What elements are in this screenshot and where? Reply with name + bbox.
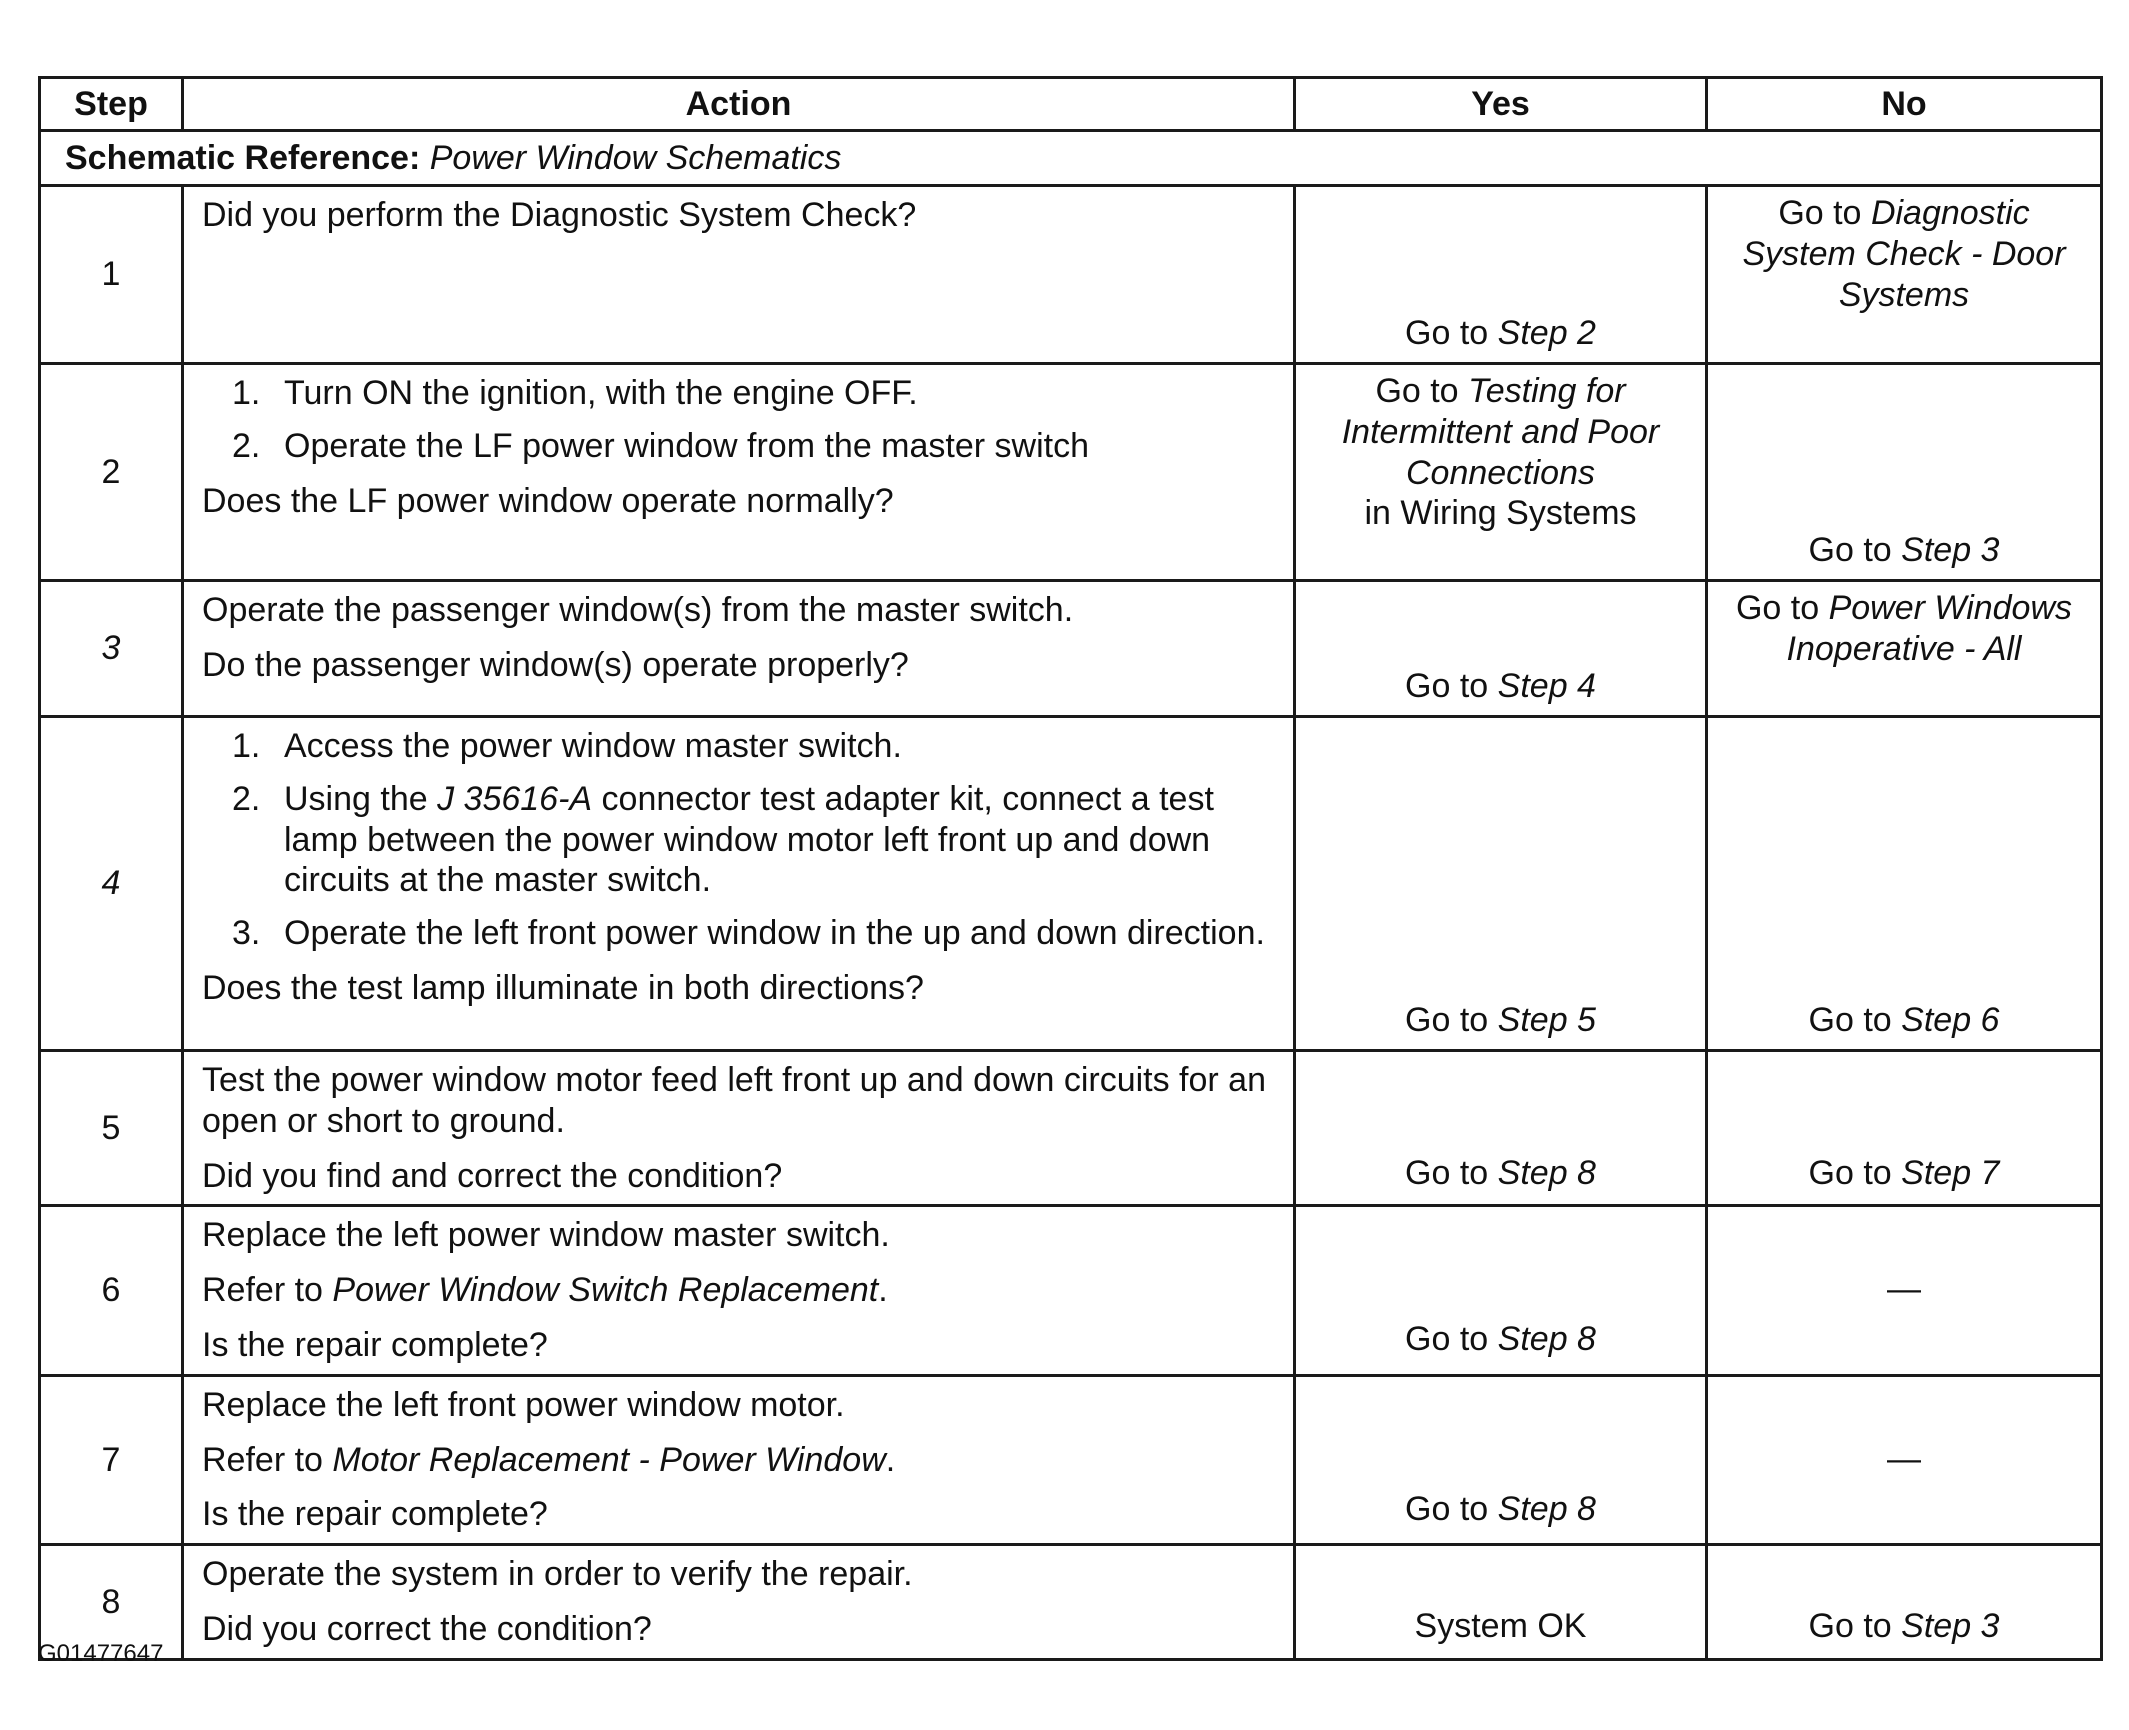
yes-cell: [1295, 717, 1707, 1051]
yes-prefix: Go to: [1375, 372, 1459, 410]
yes-cell: [1295, 186, 1707, 364]
no-answer-dash: —: [1887, 1270, 1921, 1309]
yes-answer[interactable]: [1306, 371, 1695, 534]
list-item: 1. Access the power window master switch.: [232, 727, 902, 765]
step-number: 8: [40, 1545, 183, 1660]
header-row: [40, 78, 2102, 131]
table-row: [40, 1375, 2102, 1544]
table-row: [40, 1206, 2102, 1375]
no-answer-dash: —: [1887, 1439, 1921, 1478]
yes-cell: [1295, 1545, 1707, 1660]
yes-cell: [1295, 364, 1707, 581]
action-cell: [183, 1206, 1295, 1375]
action-cell: [183, 186, 1295, 364]
schematic-reference-row: [40, 131, 2102, 186]
no-cell: [1707, 1545, 2102, 1660]
table-row: [40, 1051, 2102, 1206]
action-question: Does the LF power window operate normally?: [202, 481, 894, 520]
refer-prefix: Refer to: [202, 1440, 323, 1479]
step-number: 5: [40, 1051, 183, 1206]
no-prefix: Go to: [1778, 194, 1862, 232]
table-row: [40, 581, 2102, 717]
refer-suffix: .: [878, 1271, 888, 1310]
action-cell: [183, 364, 1295, 581]
header-step: Step: [40, 78, 183, 131]
no-cell: [1707, 1375, 2102, 1544]
step-number: 3: [40, 581, 183, 717]
schematic-reference-cell: [40, 131, 2102, 186]
no-cell: [1707, 1206, 2102, 1375]
action-question: Does the test lamp illuminate in both directions?: [202, 968, 924, 1007]
refer-prefix: Refer to: [202, 1271, 323, 1310]
no-cell: [1707, 1051, 2102, 1206]
schematic-reference-link[interactable]: Power Window Schematics: [429, 138, 842, 177]
yes-answer[interactable]: [1306, 1489, 1695, 1530]
no-cell: [1707, 717, 2102, 1051]
no-prefix: Go to: [1808, 1154, 1892, 1193]
action-cell: [183, 1545, 1295, 1660]
yes-link[interactable]: Step 8: [1497, 1490, 1596, 1529]
step-number: 1: [40, 186, 183, 364]
no-answer[interactable]: [1718, 1606, 2090, 1647]
no-cell: [1707, 364, 2102, 581]
step-number: 7: [40, 1375, 183, 1544]
tool-reference: J 35616-A: [437, 779, 593, 818]
action-text: Replace the left power window master switch.: [202, 1216, 890, 1255]
no-answer[interactable]: [1718, 193, 2090, 315]
diagnostic-table: [38, 76, 2103, 1661]
action-text: Did you perform the Diagnostic System Check?: [202, 196, 917, 234]
header-action: Action: [183, 78, 1295, 131]
no-answer[interactable]: [1718, 530, 2090, 571]
action-question: Is the repair complete?: [202, 1495, 548, 1534]
action-cell: [183, 581, 1295, 717]
list-item: 1. Turn ON the ignition, with the engine OFF.: [232, 374, 918, 412]
yes-answer[interactable]: [1306, 666, 1695, 707]
refer-link[interactable]: Motor Replacement - Power Window: [332, 1440, 886, 1479]
action-cell: [183, 1051, 1295, 1206]
action-question: Did you find and correct the condition?: [202, 1156, 783, 1195]
table-row: [40, 1545, 2102, 1660]
action-refer: [202, 1440, 1279, 1481]
yes-prefix: Go to: [1405, 314, 1489, 353]
action-text: Operate the passenger window(s) from the master switch.: [202, 591, 1074, 629]
yes-prefix: Go to: [1405, 667, 1489, 706]
action-question: Is the repair complete?: [202, 1325, 548, 1364]
step-number: 2: [40, 364, 183, 581]
table-row: [40, 186, 2102, 364]
no-prefix: Go to: [1808, 531, 1892, 570]
action-steps-list: [202, 373, 1279, 467]
yes-answer[interactable]: [1306, 313, 1695, 354]
no-prefix: Go to: [1808, 1001, 1892, 1040]
action-refer: [202, 1270, 1279, 1311]
action-text: Test the power window motor feed left front up and down circuits for an open or short to ground.: [202, 1061, 1266, 1140]
action-text: Operate the system in order to verify the repair.: [202, 1555, 913, 1594]
no-cell: [1707, 186, 2102, 364]
yes-link[interactable]: Step 8: [1497, 1154, 1596, 1193]
yes-answer[interactable]: System OK: [1414, 1606, 1587, 1645]
action-cell: [183, 1375, 1295, 1544]
header-yes: Yes: [1295, 78, 1707, 131]
no-link[interactable]: Diagnostic System Check - Door Systems: [1742, 194, 2066, 314]
yes-link[interactable]: Testing for Intermittent and Poor Connections: [1341, 372, 1660, 492]
yes-prefix: Go to: [1405, 1490, 1489, 1529]
action-question: Did you correct the condition?: [202, 1609, 652, 1648]
yes-prefix: Go to: [1405, 1154, 1489, 1193]
no-cell: [1707, 581, 2102, 717]
list-item: 2. Operate the LF power window from the master switch: [232, 426, 1089, 465]
refer-suffix: .: [885, 1440, 896, 1479]
yes-answer[interactable]: [1306, 1319, 1695, 1360]
action-steps-list: [202, 726, 1279, 954]
yes-answer[interactable]: [1306, 1153, 1695, 1194]
no-prefix: Go to: [1735, 589, 1820, 627]
yes-answer[interactable]: [1306, 1000, 1695, 1041]
yes-cell: [1295, 1206, 1707, 1375]
no-link[interactable]: Step 6: [1901, 1001, 2000, 1040]
yes-cell: [1295, 1375, 1707, 1544]
yes-link[interactable]: Step 4: [1497, 667, 1596, 706]
no-link[interactable]: Step 3: [1901, 531, 2000, 570]
action-cell: [183, 717, 1295, 1051]
figure-code: G01477647: [38, 1640, 164, 1667]
table-row: [40, 364, 2102, 581]
yes-prefix: Go to: [1405, 1001, 1489, 1040]
no-link[interactable]: Power Windows Inoperative - All: [1786, 589, 2073, 668]
yes-link[interactable]: Step 5: [1497, 1001, 1596, 1040]
yes-link[interactable]: Step 2: [1497, 314, 1596, 353]
list-item: 3. Operate the left front power window in the up and down direction.: [232, 914, 1265, 953]
header-no: No: [1707, 78, 2102, 131]
schematic-reference-label: Schematic Reference:: [65, 138, 421, 177]
yes-cell: [1295, 581, 1707, 717]
yes-cell: [1295, 1051, 1707, 1206]
yes-prefix: Go to: [1405, 1320, 1489, 1359]
action-question: Do the passenger window(s) operate properly?: [202, 645, 909, 684]
no-link[interactable]: Step 3: [1901, 1606, 2000, 1645]
step-number: 4: [40, 717, 183, 1051]
yes-suffix: in Wiring Systems: [1364, 494, 1637, 533]
table-row: [40, 717, 2102, 1051]
list-item: 2. Using the J 35616-A connector test adapter kit, connect a test lamp between the power window motor left front up and down circuits at the master switch.: [232, 779, 1214, 900]
action-text: Replace the left front power window motor.: [202, 1385, 845, 1424]
no-prefix: Go to: [1808, 1606, 1892, 1645]
no-answer[interactable]: [1718, 1153, 2090, 1194]
refer-link[interactable]: Power Window Switch Replacement: [332, 1271, 879, 1310]
step-number: 6: [40, 1206, 183, 1375]
no-answer[interactable]: [1718, 1000, 2090, 1041]
yes-link[interactable]: Step 8: [1497, 1320, 1596, 1359]
no-link[interactable]: Step 7: [1901, 1154, 2000, 1193]
no-answer[interactable]: [1718, 588, 2090, 670]
